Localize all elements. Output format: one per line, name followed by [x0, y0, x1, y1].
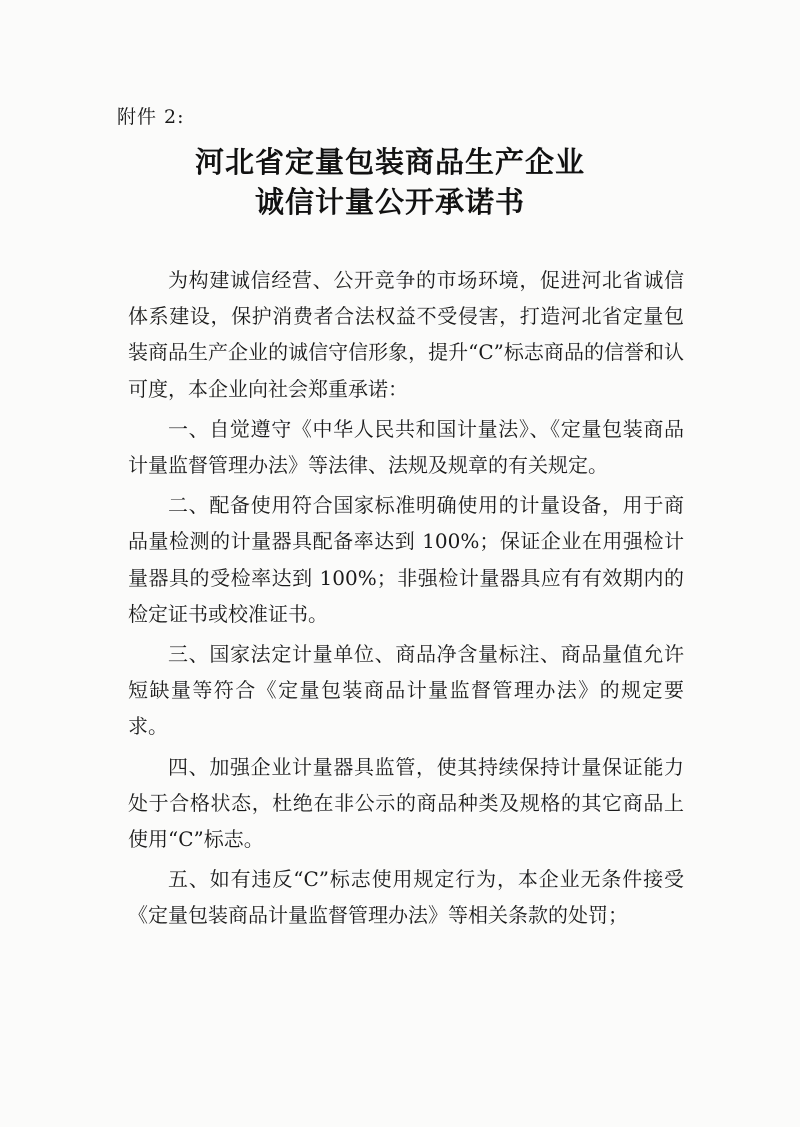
- commitment-4-paragraph: 四、加强企业计量器具监管，使其持续保持计量保证能力处于合格状态，杜绝在非公示的商品种类及规格的其它商品上使用“C”标志。: [128, 754, 684, 852]
- commitment-3-paragraph: 三、国家法定计量单位、商品净含量标注、商品量值允许短缺量等符合《定量包装商品计量监督管理办法》的规定要求。: [128, 642, 684, 739]
- commitment-2-paragraph: 二、配备使用符合国家标准明确使用的计量设备，用于商品量检测的计量器具配备率达到 100%；保证企业在用强检计量器具的受检率达到 100%；非强检计量器具应有有效期内的检定证书或校准证书。: [128, 493, 684, 626]
- attachment-label: 附件 2:: [117, 106, 185, 128]
- document-body: [128, 262, 684, 938]
- document-title-line-2: 诚信计量公开承诺书: [254, 185, 525, 219]
- commitment-1-paragraph: 一、自觉遵守《中华人民共和国计量法》、《定量包装商品计量监督管理办法》等法律、法规及规章的有关规定。: [128, 416, 684, 478]
- commitment-5-paragraph: 五、如有违反“C”标志使用规定行为，本企业无条件接受《定量包装商品计量监督管理办法》等相关条款的处罚；: [128, 867, 684, 928]
- document-title-line-1: 河北省定量包装商品生产企业: [194, 145, 585, 179]
- intro-paragraph: 为构建诚信经营、公开竞争的市场环境，促进河北省诚信体系建设，保护消费者合法权益不受侵害，打造河北省定量包装商品生产企业的诚信守信形象，提升“C”标志商品的信誉和认可度，本企业向社会郑重承诺：: [128, 268, 684, 401]
